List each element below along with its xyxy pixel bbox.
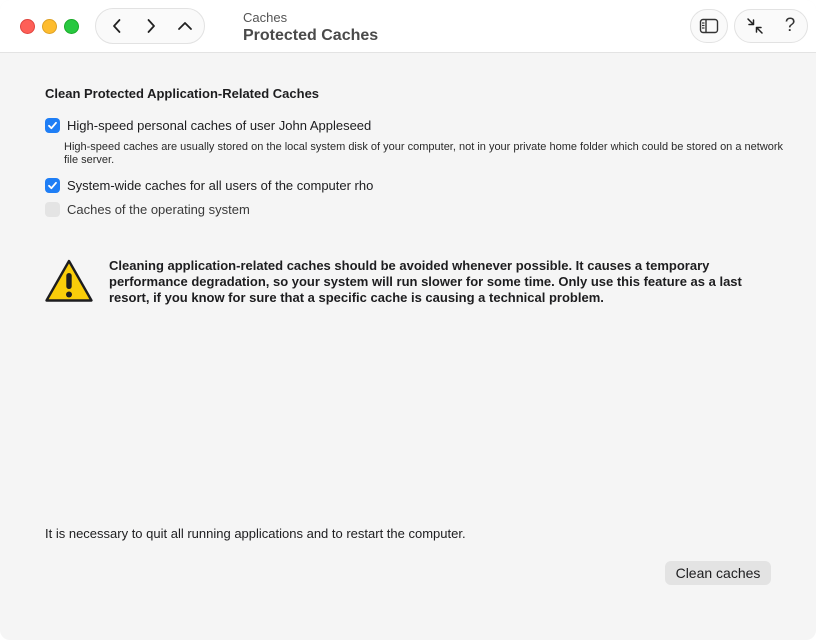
zoom-window-button[interactable] — [64, 19, 79, 34]
warning-message: Cleaning application-related caches should be avoided whenever possible. It causes a temporary performance degradation, so your system will run slower for some time. Only use this feature as a last resort, if you know for sure that a specific cache is causing a technical problem. — [109, 258, 742, 305]
chevron-up-icon — [177, 20, 193, 32]
section-heading: Clean Protected Application-Related Caches — [45, 86, 320, 101]
system-wide-caches-checkbox[interactable] — [45, 178, 60, 193]
warning-triangle-icon — [44, 258, 94, 304]
checkmark-icon — [47, 180, 58, 191]
sidebar-toggle-button[interactable] — [690, 9, 728, 43]
system-wide-caches-label: System-wide caches for all users of the computer rho — [67, 177, 374, 193]
breadcrumb: Caches — [243, 10, 288, 25]
title-bar — [0, 0, 816, 53]
back-button[interactable] — [100, 9, 134, 43]
option-os-caches — [45, 200, 250, 218]
option-personal-caches[interactable] — [45, 116, 371, 134]
page-title: Protected Caches — [243, 27, 379, 44]
os-caches-label: Caches of the operating system — [67, 201, 250, 217]
navigation-group — [95, 8, 205, 44]
collapse-button[interactable] — [739, 10, 771, 42]
help-button[interactable]: ? — [784, 15, 796, 36]
personal-caches-description: High-speed caches are usually stored on the local system disk of your computer, not in your private home folder which could be stored on a network file server. — [64, 141, 784, 166]
checkmark-icon — [47, 120, 58, 131]
up-button[interactable] — [168, 9, 202, 43]
forward-button[interactable] — [134, 9, 168, 43]
window-actions-group — [734, 9, 808, 43]
clean-caches-button[interactable]: Clean caches — [665, 561, 771, 585]
minimize-window-button[interactable] — [42, 19, 57, 34]
os-caches-checkbox — [45, 202, 60, 217]
personal-caches-checkbox[interactable] — [45, 118, 60, 133]
option-system-wide-caches[interactable] — [45, 176, 373, 194]
chevron-right-icon — [145, 18, 157, 34]
restart-note: It is necessary to quit all running applications and to restart the computer. — [45, 526, 466, 541]
sidebar-toggle-icon — [699, 18, 719, 34]
chevron-left-icon — [111, 18, 123, 34]
collapse-arrows-icon — [746, 17, 764, 35]
close-window-button[interactable] — [20, 19, 35, 34]
personal-caches-label: High-speed personal caches of user John Appleseed — [67, 117, 372, 133]
